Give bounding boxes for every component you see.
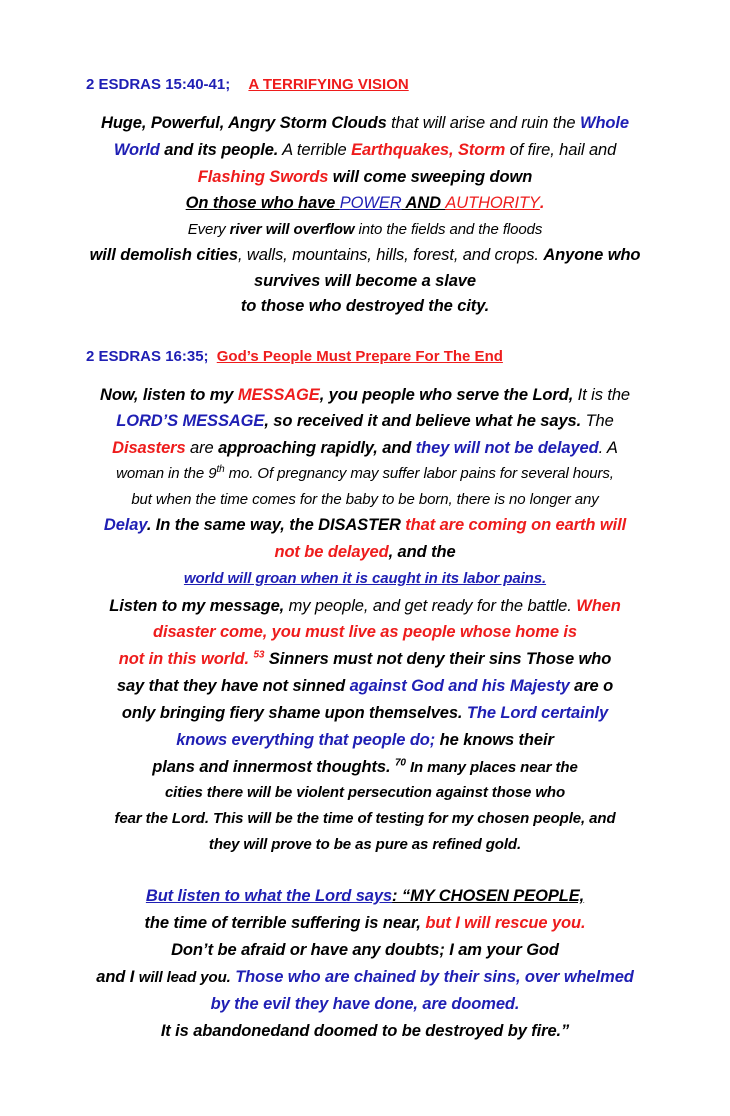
section-title: God’s People Must Prepare For The End	[216, 348, 503, 365]
text-line: not be delayed, and the	[274, 543, 456, 561]
text-line: but when the time comes for the baby to be born, there is no longer any	[131, 491, 599, 508]
text-line: woman in the 9th mo. Of pregnancy may suffer labor pains for several hours,	[116, 464, 614, 482]
scripture-reference: 2 ESDRAS 15:40-41;	[86, 76, 231, 93]
text-line: Disasters are approaching rapidly, and they will not be delayed. A	[112, 439, 618, 457]
text-line: the time of terrible suffering is near, but I will rescue you.	[144, 914, 586, 932]
text-line: they will prove to be as pure as refined gold.	[208, 836, 522, 853]
text-line: survives will become a slave	[254, 272, 476, 290]
text-line: only bringing fiery shame upon themselves. The Lord certainly	[121, 704, 609, 722]
text-line: World and its people. A terrible Earthquakes, Storm of fire, hail and	[113, 141, 617, 159]
text-line: and I will lead you. Those who are chained by their sins, over whelmed	[96, 968, 634, 986]
section-heading-2	[86, 348, 503, 365]
text-line: to those who destroyed the city.	[240, 297, 490, 315]
section-title: A TERRIFYING VISION	[248, 76, 409, 93]
text-line: cities there will be violent persecution against those who	[164, 784, 566, 801]
text-line: not in this world. $^{53}$ Sinners must not deny their sins Those who	[118, 649, 612, 668]
text-line: Every river will overflow into the fields and the floods	[187, 221, 543, 238]
text-line: by the evil they have done, are doomed.	[210, 995, 520, 1013]
text-line: Don’t be afraid or have any doubts; I am your God	[171, 941, 559, 959]
text-line: LORD’S MESSAGE, so received it and believe what he says. The	[116, 412, 614, 430]
text-line: Listen to my message, my people, and get ready for the battle. When	[109, 597, 621, 615]
text-line: world will groan when it is caught in its labor pains.	[183, 570, 547, 587]
text-line: will demolish cities, walls, mountains, hills, forest, and crops. Anyone who	[89, 246, 641, 264]
text-line: Flashing Swords will come sweeping down	[197, 168, 533, 186]
text-line: Now, listen to my MESSAGE, you people who serve the Lord, It is the	[100, 386, 630, 404]
text-line: say that they have not sinned against God and his Majesty are o	[116, 677, 614, 695]
text-line: But listen to what the Lord says: “MY CHOSEN PEOPLE,	[145, 887, 585, 905]
text-line: disaster come, you must live as people whose home is	[153, 623, 577, 641]
text-line: Delay. In the same way, the DISASTER that are coming on earth will	[103, 516, 627, 534]
scripture-reference: 2 ESDRAS 16:35;	[86, 348, 209, 365]
text-line: Huge, Powerful, Angry Storm Clouds that will arise and ruin the Whole	[101, 114, 629, 132]
section-heading-1	[86, 76, 409, 93]
text-line: plans and innermost thoughts. $^{70}$ In many places near the	[152, 757, 578, 776]
text-line: On those who have POWER AND AUTHORITY.	[185, 194, 545, 212]
text-line: It is abandonedand doomed to be destroyed by fire.”	[160, 1022, 570, 1040]
text-line: fear the Lord. This will be the time of testing for my chosen people, and	[114, 810, 616, 827]
text-line: knows everything that people do; he knows their	[176, 731, 554, 749]
